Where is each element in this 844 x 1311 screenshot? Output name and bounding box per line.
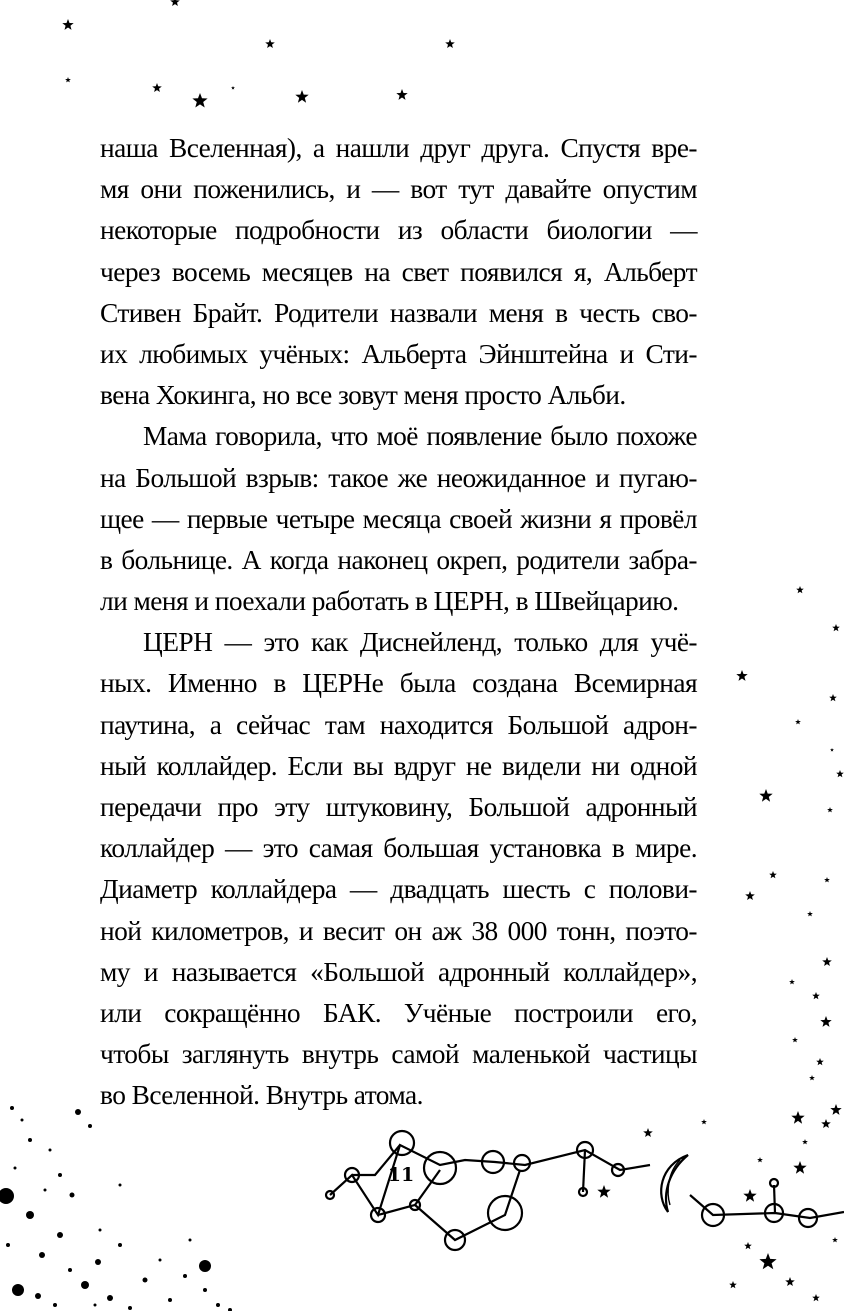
dot-icon <box>75 1109 81 1115</box>
dot-icon <box>88 1124 92 1128</box>
star-icon <box>759 1253 776 1269</box>
body-text <box>100 128 697 1117</box>
star-icon <box>745 891 755 900</box>
star-icon <box>265 39 275 48</box>
star-icon <box>701 1119 707 1124</box>
star-icon <box>807 911 813 916</box>
star-icon <box>152 83 162 92</box>
star-icon <box>192 93 207 108</box>
text-line: коллайдер — это самая большая установка в мире. <box>100 833 697 864</box>
text-line: Диаметр коллайдера — двадцать шесть с полови- <box>100 874 697 905</box>
star-icon <box>836 770 844 777</box>
text-line: некоторые подробности из области биологии — <box>100 215 697 246</box>
text-line: ный коллайдер. Если вы вдруг не видели ни одной <box>100 750 697 781</box>
star-icon <box>796 586 804 593</box>
text-line: во Вселенной. Внутрь атома. <box>100 1080 423 1111</box>
star-icon <box>789 979 795 984</box>
star-icon <box>295 90 308 103</box>
text-line: ли меня и поехали работать в ЦЕРН, в Швейцарию. <box>100 586 679 617</box>
dot-icon <box>118 1243 122 1247</box>
dot-icon <box>58 1173 62 1177</box>
star-icon <box>759 789 772 802</box>
dot-icon <box>183 1274 187 1278</box>
text-line: вена Хокинга, но все зовут меня просто Альби. <box>100 380 626 411</box>
text-line: Стивен Брайт. Родители назвали меня в честь сво- <box>100 297 697 328</box>
dot-icon <box>35 1293 41 1299</box>
star-icon <box>832 1237 838 1242</box>
dot-icon <box>12 1284 24 1296</box>
constellation-decoration <box>326 1131 844 1250</box>
star-icon <box>231 86 235 90</box>
dot-icon <box>39 1252 45 1258</box>
dot-icon <box>57 1232 63 1238</box>
star-icon <box>824 877 830 882</box>
dot-icon <box>168 1298 172 1302</box>
star-icon <box>445 39 455 48</box>
paragraph-2 <box>100 416 697 622</box>
text-line: или сокращённо БАК. Учёные построили его, <box>100 997 697 1028</box>
paragraph-1 <box>100 128 697 416</box>
star-icon <box>396 89 407 100</box>
star-icon <box>816 1058 824 1065</box>
star-icon <box>643 1128 653 1137</box>
dot-icon <box>128 1306 132 1310</box>
star-icon <box>812 992 820 999</box>
star-icon <box>829 694 837 701</box>
dot-icon <box>199 1260 211 1272</box>
text-line: мя они поженились, и — вот тут давайте опустим <box>100 174 697 205</box>
text-line: чтобы заглянуть внутрь самой маленькой частицы <box>100 1039 697 1070</box>
dot-icon <box>107 1295 113 1301</box>
star-icon <box>757 1157 763 1162</box>
dot-icon <box>26 1211 34 1219</box>
dot-icon <box>99 1229 102 1232</box>
dot-icon <box>0 1188 14 1204</box>
star-icon <box>793 1161 806 1174</box>
star-icon <box>62 19 73 30</box>
text-line: на Большой взрыв: такое же неожиданное и пугаю- <box>100 462 697 493</box>
star-icon <box>809 1075 815 1080</box>
text-line: Мама говорила, что моё появление было похоже <box>143 421 697 452</box>
dot-icon <box>28 1138 32 1142</box>
star-icon <box>736 670 747 681</box>
text-line: в больнице. А когда наконец окреп, родители забра- <box>100 544 697 575</box>
paragraph-3 <box>100 622 697 1116</box>
dot-icon <box>49 1149 52 1152</box>
star-icon <box>832 624 840 631</box>
star-icon <box>170 0 180 6</box>
star-icon <box>785 1277 795 1286</box>
dot-icon <box>53 1303 57 1307</box>
text-line: передачи про эту штуковину, Большой адронный <box>100 792 697 822</box>
dot-icon <box>95 1259 101 1265</box>
dot-icon <box>143 1278 148 1283</box>
dot-icon <box>189 1239 192 1242</box>
page-number: 11 <box>387 1164 415 1186</box>
star-icon <box>729 1281 737 1288</box>
dot-icon <box>203 1288 207 1292</box>
dot-icon <box>81 1281 89 1289</box>
text-line: му и называется «Большой адронный коллайдер», <box>100 956 697 987</box>
star-icon <box>65 77 71 82</box>
star-icon <box>792 1037 798 1042</box>
dot-icon <box>68 1268 72 1272</box>
text-line: ных. Именно в ЦЕРНе была создана Всемирная <box>100 668 697 699</box>
star-icon <box>827 807 833 812</box>
text-line: ЦЕРН — это как Диснейленд, только для учё- <box>143 627 697 658</box>
dot-icon <box>216 1303 220 1307</box>
dot-icon <box>10 1106 14 1110</box>
star-icon <box>822 957 832 966</box>
dot-icon <box>21 1119 24 1122</box>
text-line: щее — первые четыре месяца своей жизни я провёл <box>100 503 697 534</box>
star-icon <box>812 1294 820 1301</box>
dot-icon <box>119 1184 122 1187</box>
dot-icon <box>94 1304 97 1307</box>
text-line: ной километров, и весит он аж 38 000 тонн, поэто- <box>100 915 697 946</box>
dot-icon <box>6 1243 10 1247</box>
star-icon <box>744 1242 752 1249</box>
star-icon <box>802 1139 808 1144</box>
star-icon <box>820 1016 831 1027</box>
star-icon <box>830 748 834 752</box>
dot-icon <box>44 1189 47 1192</box>
star-icon <box>597 1185 610 1198</box>
dot-icon <box>159 1259 162 1262</box>
dot-icons <box>0 1106 232 1311</box>
text-line: их любимых учёных: Альберта Эйнштейна и Сти- <box>100 338 697 369</box>
text-line: паутина, а сейчас там находится Большой адрон- <box>100 709 697 740</box>
text-line: наша Вселенная), а нашли друг друга. Спустя вре- <box>100 133 697 163</box>
text-line: через восемь месяцев на свет появился я, Альберт <box>100 256 697 287</box>
star-icon <box>743 1189 756 1202</box>
star-icon <box>830 1104 841 1115</box>
star-icon <box>795 719 801 724</box>
star-icon <box>821 1119 831 1128</box>
star-icon <box>769 871 777 878</box>
dot-icon <box>70 1193 75 1198</box>
star-icon <box>791 1111 804 1124</box>
dot-icon <box>14 1167 17 1170</box>
